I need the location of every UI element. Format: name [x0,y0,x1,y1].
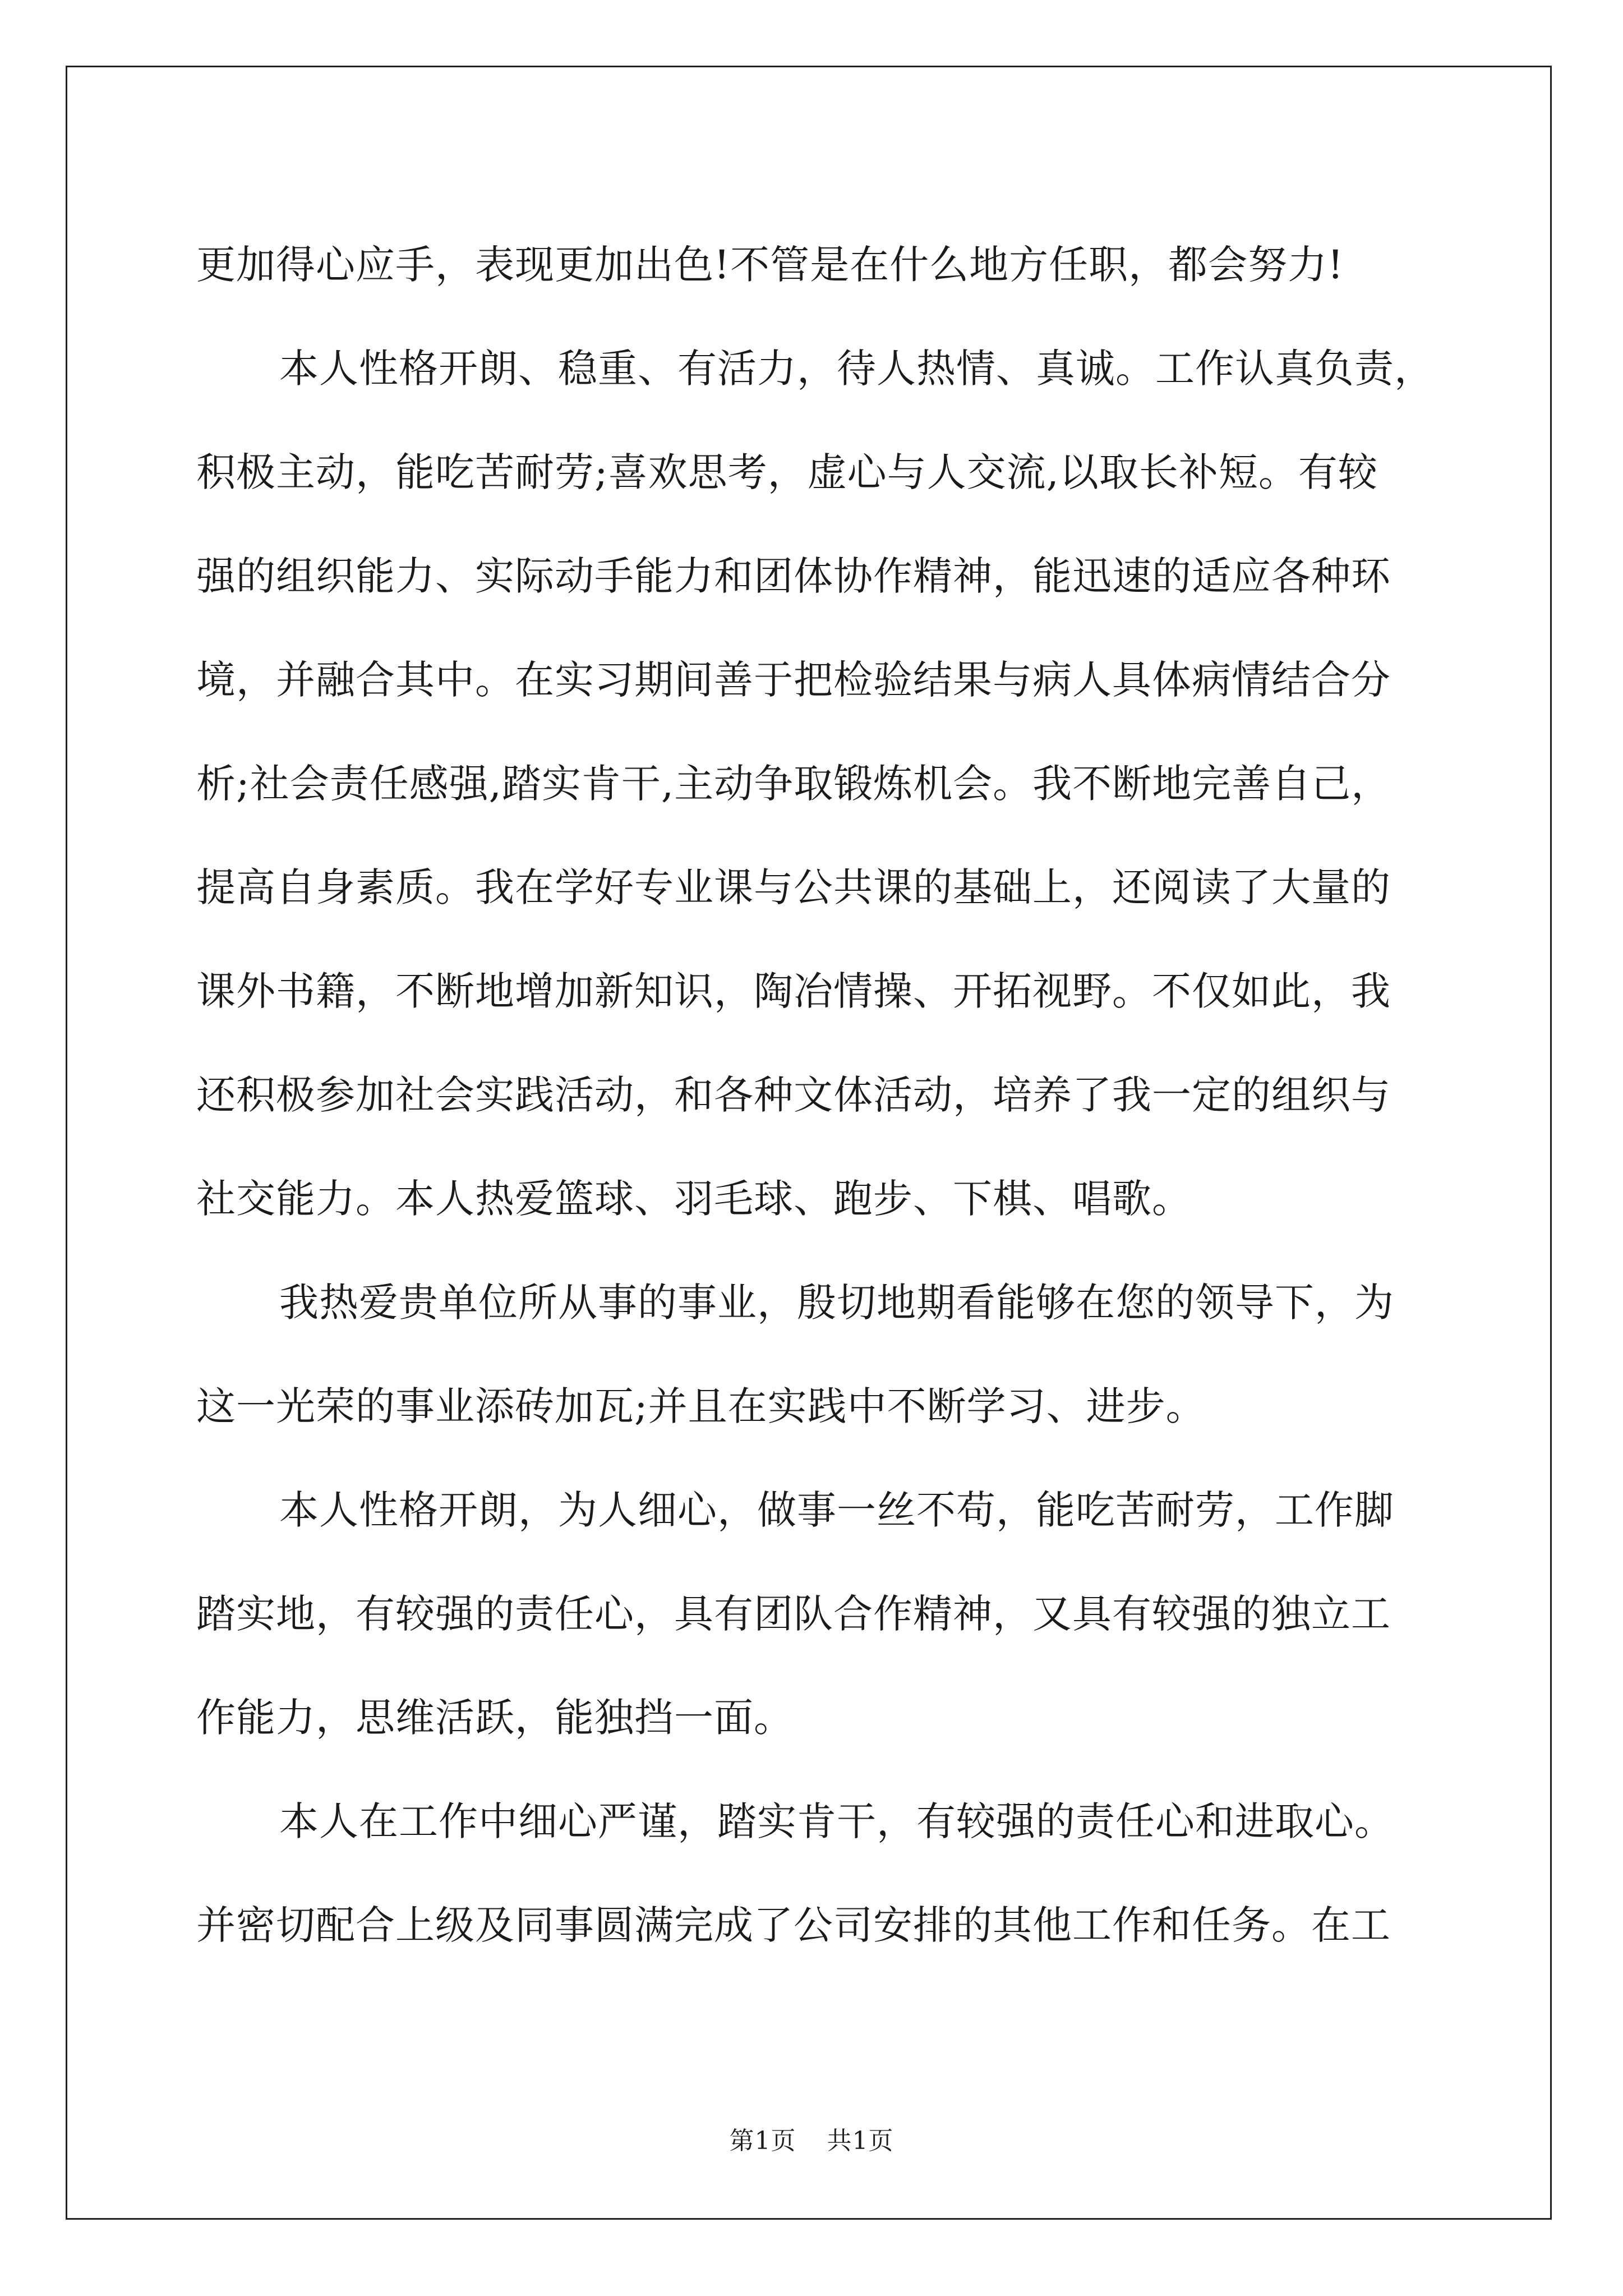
page-footer [0,2120,1623,2156]
text-line: 作能力，思维活跃，能独挡一面。 [196,1695,794,1741]
text-line: 析;社会责任感强,踏实肯干,主动争取锻炼机会。我不断地完善自己， [196,761,1391,807]
text-line: 更加得心应手，表现更加出色!不管是在什么地方任职，都会努力! [196,242,1344,288]
text-line: 本人性格开朗，为人细心，做事一丝不苟，能吃苦耐劳，工作脚 [279,1487,1394,1533]
document-body [196,213,1434,1977]
text-line: 境，并融合其中。在实习期间善于把检验结果与病人具体病情结合分 [196,657,1391,703]
text-line: 强的组织能力、实际动手能力和团体协作精神，能迅速的适应各种环 [196,553,1391,599]
text-line: 积极主动，能吃苦耐劳;喜欢思考，虚心与人交流,以取长补短。有较 [196,449,1378,495]
text-line: 本人在工作中细心严谨，踏实肯干，有较强的责任心和进取心。 [279,1798,1394,1844]
text-line: 这一光荣的事业添砖加瓦;并且在实践中不断学习、进步。 [196,1383,1206,1429]
text-line: 提高自身素质。我在学好专业课与公共课的基础上，还阅读了大量的 [196,864,1391,910]
text-line: 还积极参加社会实践活动，和各种文体活动，培养了我一定的组织与 [196,1072,1391,1118]
page-total: 共1页 [827,2127,894,2155]
page-number: 第1页 [729,2127,796,2155]
text-line: 我热爱贵单位所从事的事业，殷切地期看能够在您的领导下，为 [279,1280,1394,1326]
text-line: 本人性格开朗、稳重、有活力，待人热情、真诚。工作认真负责， [279,346,1434,392]
text-line: 踏实地，有较强的责任心，具有团队合作精神，又具有较强的独立工 [196,1591,1391,1637]
text-line: 课外书籍，不断地增加新知识，陶冶情操、开拓视野。不仅如此，我 [196,968,1391,1014]
text-line: 并密切配合上级及同事圆满完成了公司安排的其他工作和任务。在工 [196,1902,1391,1948]
text-line: 社交能力。本人热爱篮球、羽毛球、跑步、下棋、唱歌。 [196,1176,1192,1222]
